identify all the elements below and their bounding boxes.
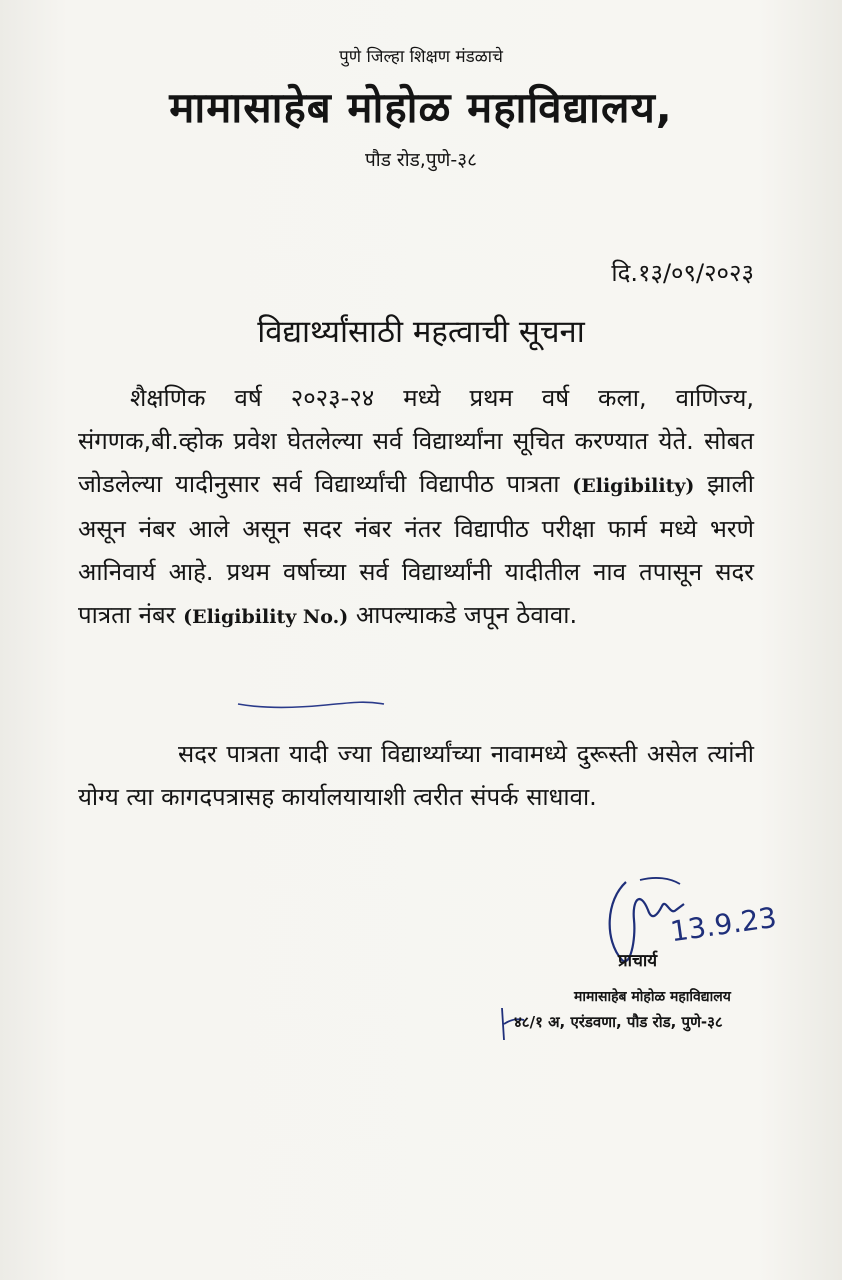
notice-paragraph-1 — [78, 377, 754, 639]
notice-date: दि.१३/०९/२०२३ — [611, 259, 754, 287]
paragraph-1-text-a: शैक्षणिक वर्ष २०२३-२४ मध्ये प्रथम वर्ष कला, वाणिज्य, संगणक,बी.व्होक प्रवेश घेतलेल्या सर्व विद्यार्थ्यांना सूचित करण्यात येते. सोबत जोडलेल्या यादीनुसार सर्व विद्यार्थ्यांची विद्यापीठ पात्रता — [78, 384, 754, 498]
principal-designation: प्राचार्य — [618, 951, 658, 971]
principal-signature — [596, 870, 779, 980]
notice-paragraph-2: सदर पात्रता यादी ज्या विद्यार्थ्यांच्या नावामध्ये दुरूस्ती असेल त्यांनी योग्य त्या कागदपत्रासह कार्यालयायाशी त्वरीत संपर्क साधावा. — [78, 740, 754, 811]
eligibility-number-term: (Eligibility No.) — [183, 606, 349, 628]
eligibility-term: (Eligibility) — [572, 475, 695, 497]
notice-heading: विद्यार्थ्यांसाठी महत्वाची सूचना — [257, 314, 585, 350]
college-address: पौड रोड,पुणे-३८ — [365, 149, 477, 171]
signature-date: 13.9.23 — [668, 900, 779, 949]
paragraph-1-text-b: झाली असून नंबर आले असून सदर नंबर नंतर विद्यापीठ परीक्षा फार्म मध्ये भरणे आनिवार्य आहे. प्रथम वर्षाच्या सर्व विद्यार्थ्यांनी यादीतील नाव तपासून सदर पात्रता नंबर — [78, 470, 754, 629]
stamp-address: ४८/१ अ, एरंडवणा, पौड रोड, पुणे-३८ — [514, 1013, 723, 1031]
stamp-college-name: मामासाहेब मोहोळ महाविद्यालय — [574, 989, 731, 1005]
society-name: पुणे जिल्हा शिक्षण मंडळाचे — [339, 47, 503, 67]
handwritten-underline — [236, 697, 386, 711]
college-name: मामासाहेब मोहोळ महाविद्यालय, — [169, 83, 673, 132]
paragraph-1-text-c: आपल्याकडे जपून ठेवावा. — [355, 601, 578, 629]
